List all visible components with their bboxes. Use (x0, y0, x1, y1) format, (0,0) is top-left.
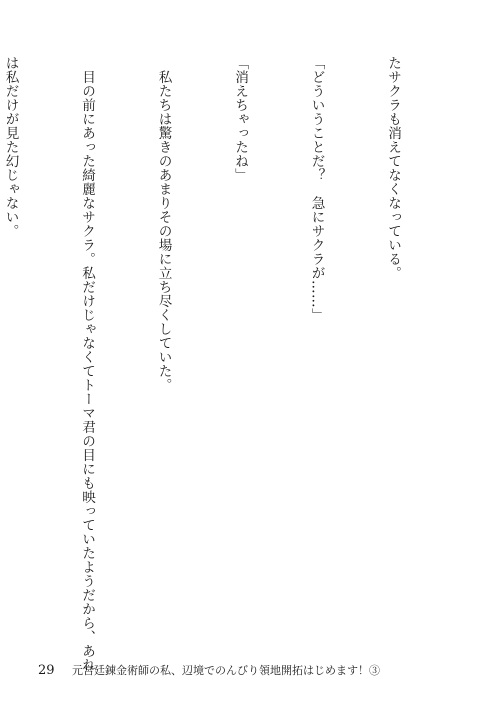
text-line: 「どういうことだ？ 急にサクラが……」 (308, 56, 325, 322)
text-line: は私だけが見た幻じゃない。 (2, 56, 19, 238)
book-title: 元宮廷錬金術師の私、辺境でのんびり領地開拓はじめます！③ (72, 664, 381, 677)
page-number: 29 (38, 663, 55, 678)
page-footer (38, 662, 380, 678)
text-line: 「消えちゃったね」 (232, 56, 248, 182)
text-line: たサクラも消えてなくなっている。 (385, 56, 401, 280)
text-line: 私たちは驚きのあまりその場に立ち尽くしていた。 (155, 56, 172, 392)
text-line: 目の前にあった綺麗なサクラ。私だけじゃなくてトーマ君の目にも映っていたようだから、あれ (79, 56, 95, 672)
